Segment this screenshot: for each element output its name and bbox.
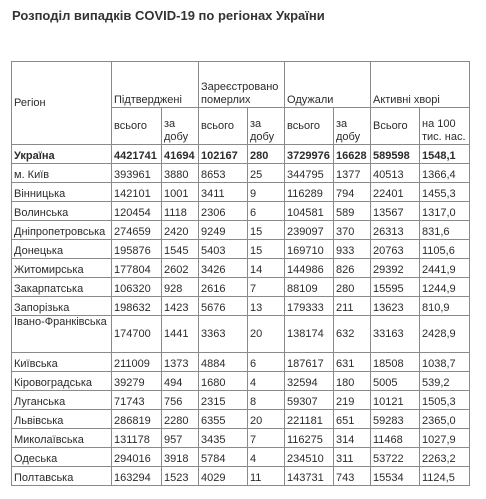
value-cell: 13623	[371, 297, 420, 316]
value-cell: 180	[334, 372, 371, 391]
region-cell: Луганська	[12, 391, 112, 410]
table-row	[12, 372, 470, 391]
value-cell: 102167	[199, 145, 248, 164]
value-cell: 1455,3	[420, 183, 470, 202]
value-cell: 211009	[112, 353, 162, 372]
value-cell: 39279	[112, 372, 162, 391]
value-cell: 5403	[199, 240, 248, 259]
value-cell: 539,2	[420, 372, 470, 391]
value-cell: 311	[334, 448, 371, 467]
value-cell: 2280	[162, 410, 199, 429]
region-cell: Закарпатська	[12, 278, 112, 297]
value-cell: 957	[162, 429, 199, 448]
value-cell: 4421741	[112, 145, 162, 164]
value-cell: 8653	[199, 164, 248, 183]
value-cell: 26313	[371, 221, 420, 240]
value-cell: 632	[334, 316, 371, 353]
value-cell: 2306	[199, 202, 248, 221]
value-cell: 393961	[112, 164, 162, 183]
value-cell: 15	[248, 221, 285, 240]
table-row	[12, 183, 470, 202]
value-cell: 794	[334, 183, 371, 202]
value-cell: 177804	[112, 259, 162, 278]
table-row	[12, 391, 470, 410]
region-cell: Запорізька	[12, 297, 112, 316]
value-cell: 15595	[371, 278, 420, 297]
value-cell: 651	[334, 410, 371, 429]
active-header: Активні хворі	[371, 62, 470, 108]
region-cell: Полтавська	[12, 467, 112, 486]
value-cell: 116289	[285, 183, 334, 202]
value-cell: 274659	[112, 221, 162, 240]
value-cell: 53722	[371, 448, 420, 467]
value-cell: 71743	[112, 391, 162, 410]
table-row	[12, 316, 470, 353]
value-cell: 13567	[371, 202, 420, 221]
confirmed-day-header: за добу	[162, 108, 199, 145]
value-cell: 1118	[162, 202, 199, 221]
value-cell: 933	[334, 240, 371, 259]
value-cell: 131178	[112, 429, 162, 448]
value-cell: 1038,7	[420, 353, 470, 372]
table-row	[12, 448, 470, 467]
value-cell: 41694	[162, 145, 199, 164]
value-cell: 40513	[371, 164, 420, 183]
value-cell: 15534	[371, 467, 420, 486]
value-cell: 211	[334, 297, 371, 316]
value-cell: 11468	[371, 429, 420, 448]
value-cell: 32594	[285, 372, 334, 391]
region-cell: Дніпропетровська	[12, 221, 112, 240]
region-cell: Україна	[12, 145, 112, 164]
table-row	[12, 429, 470, 448]
value-cell: 1441	[162, 316, 199, 353]
value-cell: 163294	[112, 467, 162, 486]
table-row	[12, 202, 470, 221]
value-cell: 120454	[112, 202, 162, 221]
value-cell: 20	[248, 410, 285, 429]
value-cell: 25	[248, 164, 285, 183]
value-cell: 3918	[162, 448, 199, 467]
value-cell: 3729976	[285, 145, 334, 164]
confirmed-header: Підтверджені	[112, 62, 199, 108]
value-cell: 1373	[162, 353, 199, 372]
region-cell: Київська	[12, 353, 112, 372]
value-cell: 286819	[112, 410, 162, 429]
table-row	[12, 164, 470, 183]
deaths-header: Зареєстровано померлих	[199, 62, 285, 108]
value-cell: 104581	[285, 202, 334, 221]
table-row	[12, 410, 470, 429]
table-row	[12, 240, 470, 259]
value-cell: 1027,9	[420, 429, 470, 448]
active-per100k-header: на 100 тис. нас.	[420, 108, 470, 145]
value-cell: 1548,1	[420, 145, 470, 164]
value-cell: 59283	[371, 410, 420, 429]
value-cell: 106320	[112, 278, 162, 297]
value-cell: 280	[334, 278, 371, 297]
region-cell: Вінницька	[12, 183, 112, 202]
value-cell: 6355	[199, 410, 248, 429]
value-cell: 29392	[371, 259, 420, 278]
active-total-header: Всього	[371, 108, 420, 145]
value-cell: 2420	[162, 221, 199, 240]
value-cell: 8	[248, 391, 285, 410]
deaths-day-header: за добу	[248, 108, 285, 145]
value-cell: 5005	[371, 372, 420, 391]
value-cell: 221181	[285, 410, 334, 429]
value-cell: 1366,4	[420, 164, 470, 183]
value-cell: 5676	[199, 297, 248, 316]
region-cell: Львівська	[12, 410, 112, 429]
value-cell: 198632	[112, 297, 162, 316]
value-cell: 4884	[199, 353, 248, 372]
value-cell: 810,9	[420, 297, 470, 316]
value-cell: 2616	[199, 278, 248, 297]
value-cell: 219	[334, 391, 371, 410]
value-cell: 195876	[112, 240, 162, 259]
value-cell: 6	[248, 353, 285, 372]
value-cell: 3426	[199, 259, 248, 278]
value-cell: 5784	[199, 448, 248, 467]
value-cell: 144986	[285, 259, 334, 278]
value-cell: 174700	[112, 316, 162, 353]
region-cell: Миколаївська	[12, 429, 112, 448]
value-cell: 2263,2	[420, 448, 470, 467]
recovered-day-header: за добу	[334, 108, 371, 145]
value-cell: 2315	[199, 391, 248, 410]
value-cell: 294016	[112, 448, 162, 467]
value-cell: 280	[248, 145, 285, 164]
value-cell: 11	[248, 467, 285, 486]
region-header: Регіон	[12, 62, 112, 145]
table-row	[12, 353, 470, 372]
value-cell: 826	[334, 259, 371, 278]
value-cell: 4029	[199, 467, 248, 486]
value-cell: 1545	[162, 240, 199, 259]
region-cell: м. Київ	[12, 164, 112, 183]
table-row	[12, 278, 470, 297]
confirmed-total-header: всього	[112, 108, 162, 145]
value-cell: 138174	[285, 316, 334, 353]
value-cell: 234510	[285, 448, 334, 467]
value-cell: 239097	[285, 221, 334, 240]
value-cell: 88109	[285, 278, 334, 297]
value-cell: 10121	[371, 391, 420, 410]
value-cell: 1680	[199, 372, 248, 391]
value-cell: 2365,0	[420, 410, 470, 429]
value-cell: 756	[162, 391, 199, 410]
value-cell: 1124,5	[420, 467, 470, 486]
table-row	[12, 467, 470, 486]
value-cell: 1377	[334, 164, 371, 183]
value-cell: 2602	[162, 259, 199, 278]
value-cell: 116275	[285, 429, 334, 448]
value-cell: 179333	[285, 297, 334, 316]
value-cell: 743	[334, 467, 371, 486]
recovered-header: Одужали	[285, 62, 371, 108]
value-cell: 22401	[371, 183, 420, 202]
table-row	[12, 145, 470, 164]
value-cell: 2441,9	[420, 259, 470, 278]
page-title: Розподіл випадків COVID-19 по регіонах України	[12, 8, 325, 23]
region-cell: Одеська	[12, 448, 112, 467]
value-cell: 2428,9	[420, 316, 470, 353]
table-row	[12, 297, 470, 316]
value-cell: 20	[248, 316, 285, 353]
value-cell: 6	[248, 202, 285, 221]
value-cell: 7	[248, 429, 285, 448]
value-cell: 1244,9	[420, 278, 470, 297]
value-cell: 59307	[285, 391, 334, 410]
region-cell: Житомирська	[12, 259, 112, 278]
value-cell: 9	[248, 183, 285, 202]
value-cell: 344795	[285, 164, 334, 183]
value-cell: 3880	[162, 164, 199, 183]
value-cell: 143731	[285, 467, 334, 486]
recovered-total-header: всього	[285, 108, 334, 145]
value-cell: 169710	[285, 240, 334, 259]
value-cell: 589598	[371, 145, 420, 164]
value-cell: 494	[162, 372, 199, 391]
value-cell: 33163	[371, 316, 420, 353]
value-cell: 142101	[112, 183, 162, 202]
value-cell: 1523	[162, 467, 199, 486]
value-cell: 3363	[199, 316, 248, 353]
table-row	[12, 259, 470, 278]
region-cell: Донецька	[12, 240, 112, 259]
value-cell: 831,6	[420, 221, 470, 240]
header-row-top	[12, 62, 470, 108]
value-cell: 187617	[285, 353, 334, 372]
value-cell: 928	[162, 278, 199, 297]
value-cell: 18508	[371, 353, 420, 372]
value-cell: 1423	[162, 297, 199, 316]
value-cell: 4	[248, 372, 285, 391]
region-cell: Івано-Франківська	[12, 316, 112, 353]
value-cell: 3435	[199, 429, 248, 448]
value-cell: 1001	[162, 183, 199, 202]
region-cell: Волинська	[12, 202, 112, 221]
region-cell: Кіровоградська	[12, 372, 112, 391]
value-cell: 1105,6	[420, 240, 470, 259]
value-cell: 4	[248, 448, 285, 467]
value-cell: 631	[334, 353, 371, 372]
value-cell: 3411	[199, 183, 248, 202]
value-cell: 20763	[371, 240, 420, 259]
table-row	[12, 221, 470, 240]
value-cell: 9249	[199, 221, 248, 240]
value-cell: 13	[248, 297, 285, 316]
value-cell: 1505,3	[420, 391, 470, 410]
value-cell: 15	[248, 240, 285, 259]
value-cell: 314	[334, 429, 371, 448]
covid-regions-table	[11, 61, 470, 486]
value-cell: 1317,0	[420, 202, 470, 221]
value-cell: 7	[248, 278, 285, 297]
value-cell: 16628	[334, 145, 371, 164]
value-cell: 370	[334, 221, 371, 240]
value-cell: 14	[248, 259, 285, 278]
value-cell: 589	[334, 202, 371, 221]
deaths-total-header: всього	[199, 108, 248, 145]
